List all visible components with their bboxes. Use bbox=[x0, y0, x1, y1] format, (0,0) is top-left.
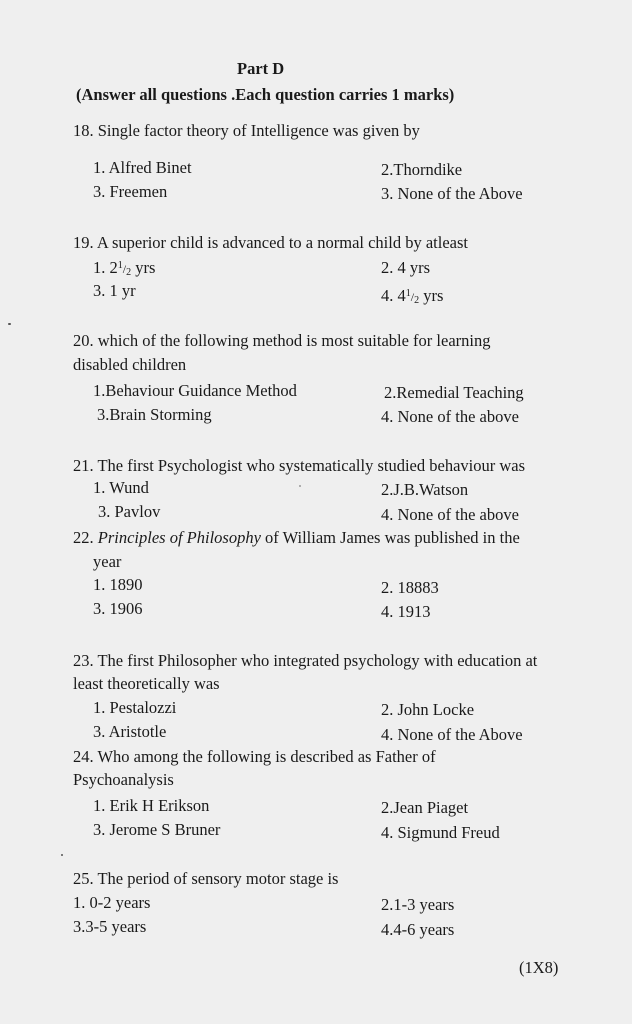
question-19-stem: 19. A superior child is advanced to a normal child by atleast bbox=[73, 233, 468, 252]
question-19-option-1-text: 1. 2 bbox=[93, 258, 118, 277]
question-21-stem: 21. The first Psychologist who systematically studied behaviour was bbox=[73, 456, 526, 475]
question-19-option-2: 2. 4 yrs bbox=[381, 258, 431, 277]
question-23-option-1: 1. Pestalozzi bbox=[93, 698, 177, 717]
question-23-stem-line-2: least theoretically was bbox=[73, 674, 220, 693]
section-title: Part D bbox=[237, 59, 285, 78]
question-24-option-2: 2.Jean Piaget bbox=[381, 798, 469, 817]
question-18-option-3: 3. Freemen bbox=[93, 182, 168, 201]
question-25-option-1: 1. 0-2 years bbox=[73, 893, 151, 912]
question-25-stem: 25. The period of sensory motor stage is bbox=[73, 869, 339, 888]
question-23-option-2: 2. John Locke bbox=[381, 700, 475, 719]
marks-summary: (1X8) bbox=[519, 958, 559, 977]
question-24-stem-line-1: 24. Who among the following is described as Father of bbox=[73, 747, 436, 766]
question-20-option-4: 4. None of the above bbox=[381, 407, 519, 426]
question-24-option-1: 1. Erik H Erikson bbox=[93, 796, 210, 815]
question-19-option-4-text: 4. 4 bbox=[381, 286, 406, 305]
question-22-stem-line-2: year bbox=[93, 552, 122, 571]
question-20-stem-line-2: disabled children bbox=[73, 355, 187, 374]
question-20-option-3: 3.Brain Storming bbox=[97, 405, 212, 424]
question-23-stem-line-1: 23. The first Philosopher who integrated psychology with education at bbox=[73, 651, 538, 670]
question-22-stem-line-1: 22. Principles of Philosophy of William James was published in the bbox=[73, 528, 520, 547]
scan-speck bbox=[8, 323, 11, 325]
fraction-half: $^1/_2$ bbox=[405, 288, 420, 306]
question-18-option-2: 2.Thorndike bbox=[381, 160, 463, 179]
scan-speck bbox=[299, 485, 301, 487]
question-24-option-4: 4. Sigmund Freud bbox=[381, 823, 500, 842]
question-20-stem-line-1: 20. which of the following method is most suitable for learning bbox=[73, 331, 491, 350]
question-19-option-4: 4. $4^1/_2$ yrs bbox=[381, 286, 444, 306]
question-22-option-1: 1. 1890 bbox=[93, 575, 143, 594]
question-20-option-2: 2.Remedial Teaching bbox=[384, 383, 524, 402]
question-25-option-4: 4.4-6 years bbox=[381, 920, 455, 939]
question-21-option-4: 4. None of the above bbox=[381, 505, 519, 524]
question-18-stem: 18. Single factor theory of Intelligence was given by bbox=[73, 121, 420, 140]
question-23-option-4: 4. None of the Above bbox=[381, 725, 523, 744]
question-19-option-1: 1. $2^1/_2$ yrs bbox=[93, 258, 156, 278]
question-24-stem-line-2: Psychoanalysis bbox=[73, 770, 174, 789]
question-22-option-2: 2. 18883 bbox=[381, 578, 439, 597]
question-25-option-2: 2.1-3 years bbox=[381, 895, 455, 914]
section-instructions: (Answer all questions .Each question carries 1 marks) bbox=[76, 85, 455, 104]
question-21-option-3: 3. Pavlov bbox=[98, 502, 161, 521]
scan-speck bbox=[61, 854, 63, 856]
fraction-half: $^1/_2$ bbox=[117, 260, 132, 278]
question-20-option-1: 1.Behaviour Guidance Method bbox=[93, 381, 297, 400]
question-22-option-4: 4. 1913 bbox=[381, 602, 431, 621]
question-21-option-2: 2.J.B.Watson bbox=[381, 480, 469, 499]
question-23-option-3: 3. Aristotle bbox=[93, 722, 167, 741]
question-18-option-1: 1. Alfred Binet bbox=[93, 158, 192, 177]
question-18-option-4: 3. None of the Above bbox=[381, 184, 523, 203]
question-19-option-3: 3. 1 yr bbox=[93, 281, 136, 300]
question-21-option-1: 1. Wund bbox=[93, 478, 149, 497]
question-22-option-3: 3. 1906 bbox=[93, 599, 143, 618]
question-25-option-3: 3.3-5 years bbox=[73, 917, 147, 936]
question-24-option-3: 3. Jerome S Bruner bbox=[93, 820, 221, 839]
book-title: Principles of Philosophy bbox=[97, 528, 261, 547]
